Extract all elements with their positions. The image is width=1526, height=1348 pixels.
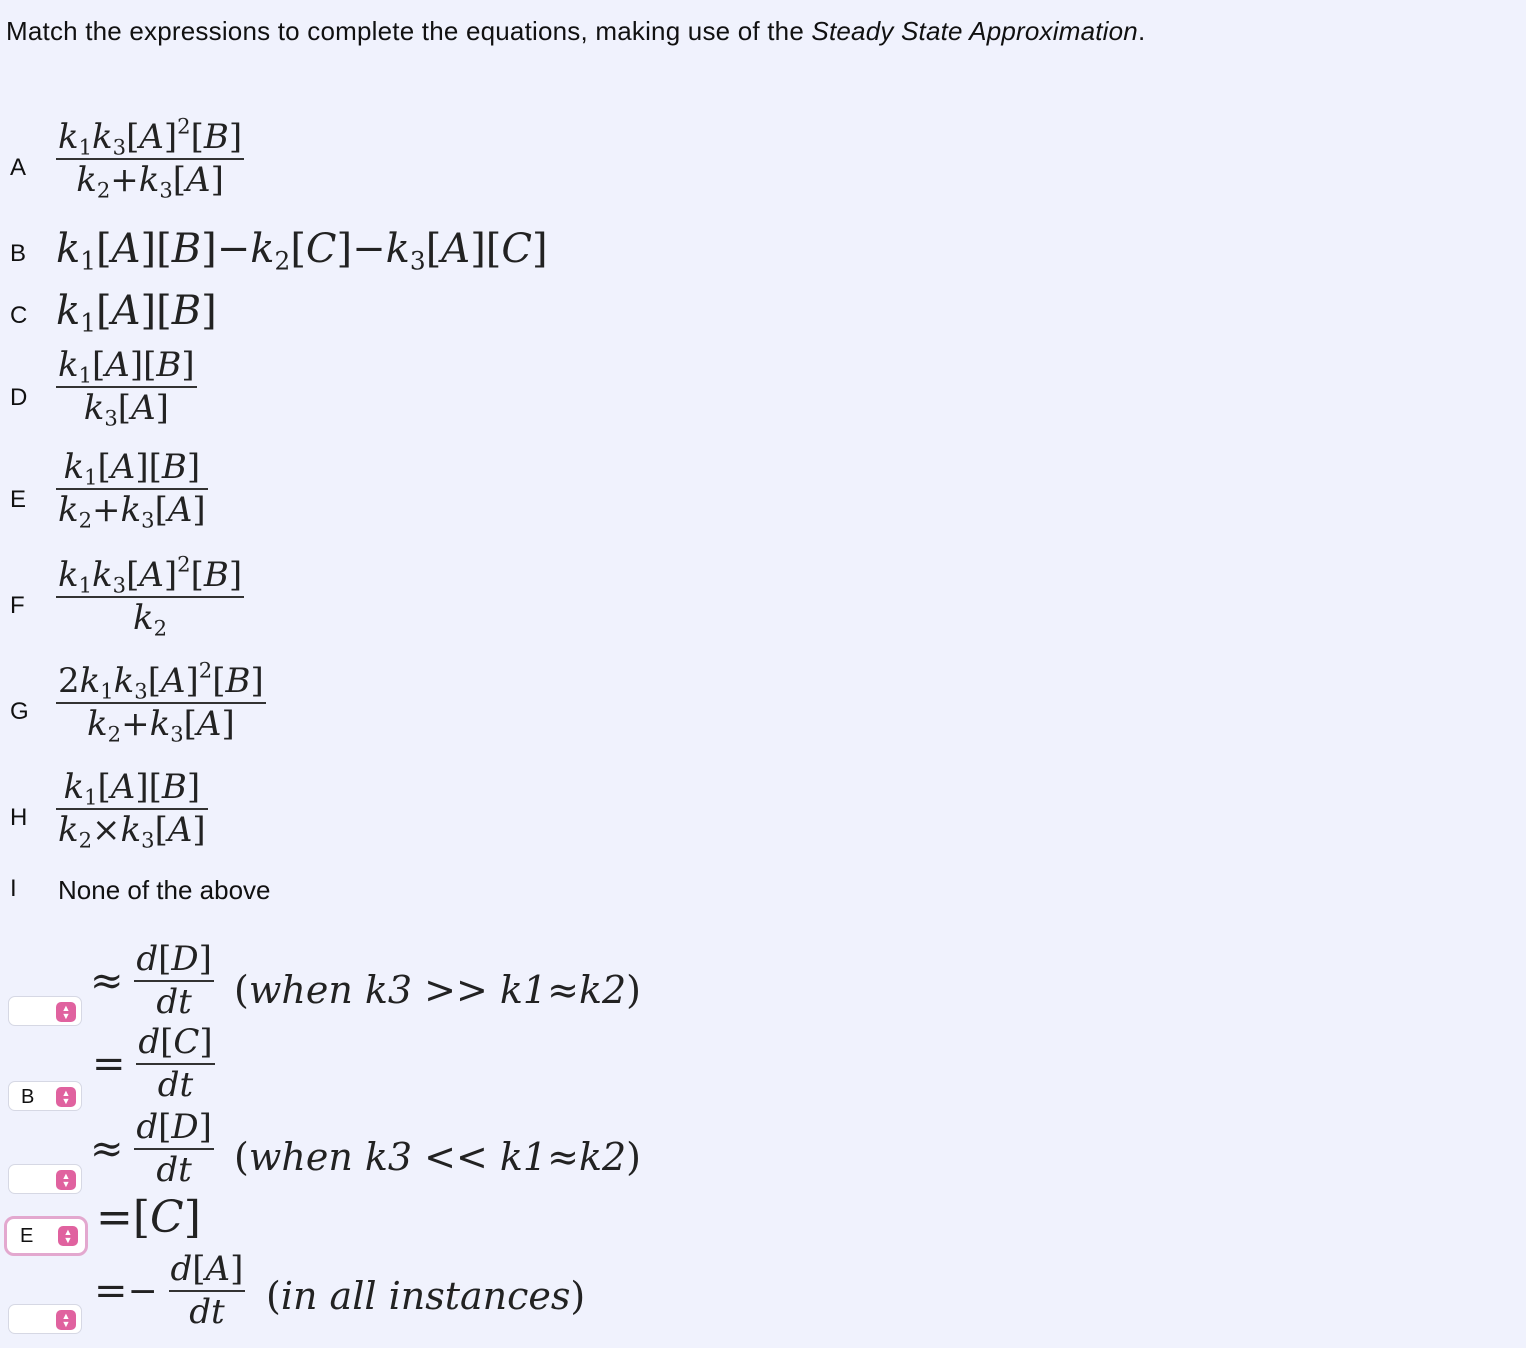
option-letter: C	[10, 302, 28, 329]
option-expression: $k_1[A][B]-k_2[C]-k_3[A][C]$	[56, 226, 548, 276]
condition-3: (in all instances)	[266, 1274, 586, 1318]
option-letter: F	[10, 592, 25, 619]
option-expression: $\frac{k_1k_3[A]^2[B]}{k_2}$	[58, 551, 243, 640]
answer-select-2[interactable]: B ▲ ▼	[8, 1081, 82, 1111]
option-expression: $\frac{k_1k_3[A]^2[B]}{k_2+k_3[A]}$	[58, 113, 243, 202]
answer-select-1[interactable]	[8, 996, 82, 1026]
option-letter: A	[10, 154, 27, 181]
option-letter: I	[10, 875, 17, 902]
option-letter: H	[10, 804, 28, 831]
option-letter: E	[10, 486, 27, 513]
option-expression: $k_1[A][B]$	[56, 288, 217, 338]
equation-5: =− $\frac{d[A]}{dt}$	[94, 1249, 244, 1332]
option-letter: B	[10, 240, 27, 267]
equation-2: = $\frac{d[C]}{dt}$	[92, 1022, 213, 1105]
option-none-text: None of the above	[58, 875, 271, 905]
option-expression: $\frac{k_1[A][B]}{k_2\times k_3[A]}$	[58, 767, 206, 852]
answer-select-4[interactable]: E ▲ ▼	[4, 1216, 88, 1256]
instruction-text: Match the expressions to complete the equations, making use of the Steady State Approximation.	[6, 16, 1146, 46]
select-arrows-icon: ▲ ▼	[58, 1226, 78, 1246]
select-arrows-icon: ▲ ▼	[56, 1087, 76, 1107]
select-arrows-icon: ▲ ▼	[56, 1170, 76, 1190]
select-arrows-icon: ▲ ▼	[56, 1002, 76, 1022]
answer-select-3[interactable]	[8, 1164, 82, 1194]
equation-3: ≈ $\frac{d[D]}{dt}$	[90, 1107, 212, 1190]
condition-1: (when k3 >> k1≈k2)	[234, 968, 641, 1012]
answer-select-5[interactable]	[8, 1304, 82, 1334]
select-arrows-icon: ▲ ▼	[56, 1310, 76, 1330]
option-letter: D	[10, 384, 28, 411]
option-expression: $\frac{k_1[A][B]}{k_3[A]}$	[58, 345, 195, 430]
equation-1: ≈ $\frac{d[D]}{dt}$	[90, 939, 212, 1022]
equation-4: =[C]	[96, 1192, 201, 1243]
option-letter: G	[10, 698, 29, 725]
option-expression: $\frac{k_1[A][B]}{k_2+k_3[A]}$	[58, 447, 206, 532]
option-expression: $\frac{2k_1k_3[A]^2[B]}{k_2+k_3[A]}$	[58, 657, 264, 746]
condition-2: (when k3 << k1≈k2)	[234, 1135, 641, 1179]
